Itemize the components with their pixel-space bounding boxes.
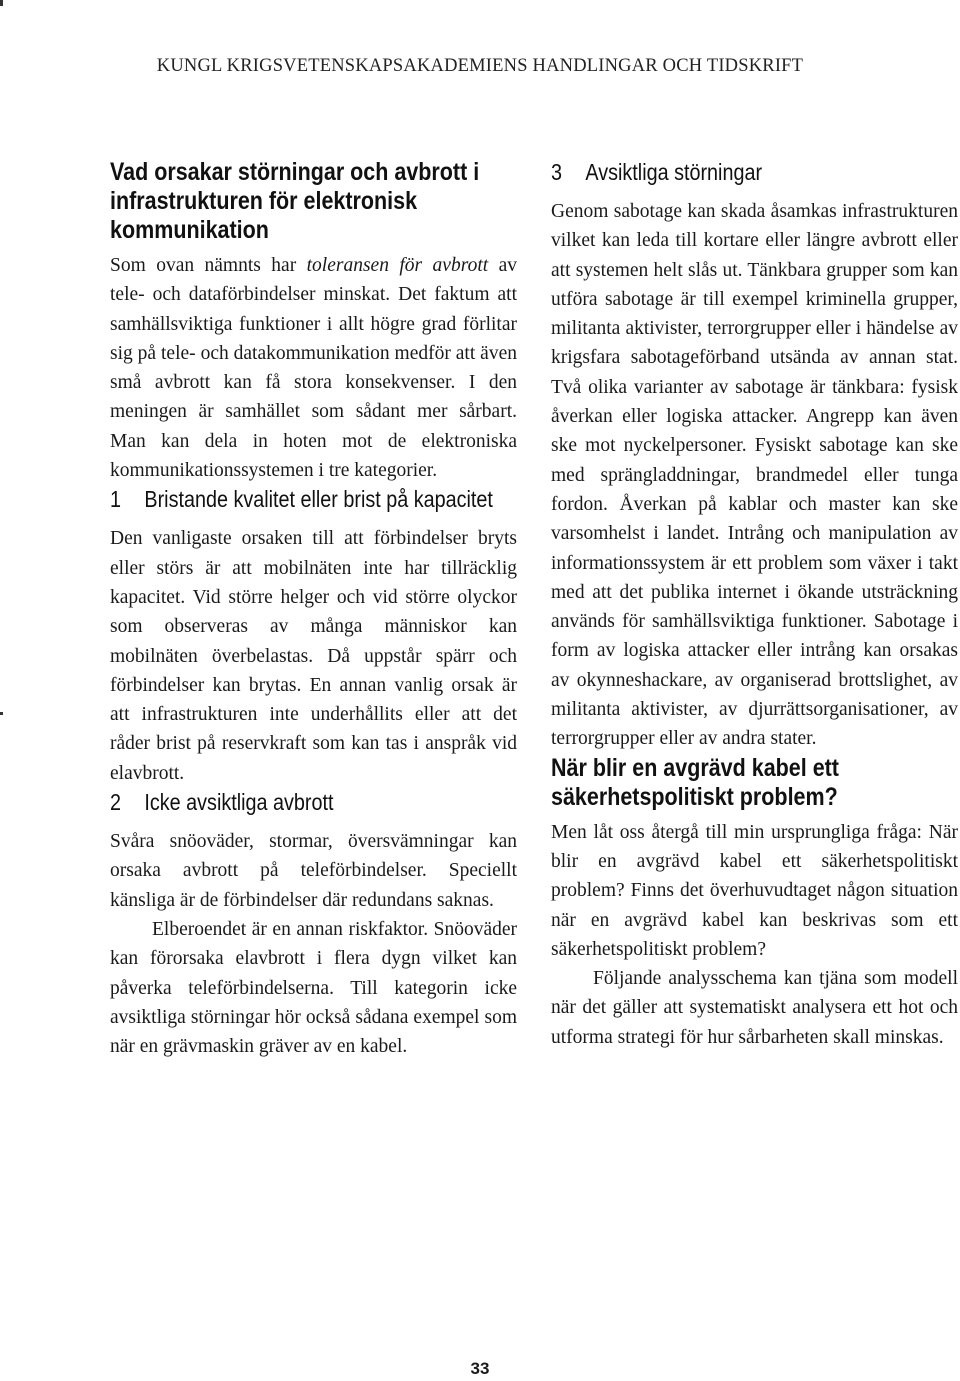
paragraph-question: Men låt oss återgå till min ursprungliga fråga: När blir en avgrävd kabel ett säkerhetspolitiskt problem? Finns det överhuvudtaget någon situation när en avgrävd kabel kan beskrivas som ett säkerhetspolitiskt problem? [551, 821, 958, 960]
intro-italic-term: toleransen för avbrott [306, 255, 489, 276]
left-column [110, 158, 517, 1061]
subheading-title: Avsiktliga störningar [585, 159, 763, 185]
paragraph-sabotage: Genom sabotage kan skada åsamkas infrastrukturen vilket kan leda till kortare eller längre avbrott eller att systemen helt slås ut. Tänkbara grupper som kan utföra sabotage är till exempel kriminella grupper, militanta aktivister, terrorgrupper eller i händelse av krigsfara sabotageförband utsända av annan stat. Två olika varianter av sabotage är tänkbara: fysisk åverkan eller logiska attacker. Angrepp kan även ske mot nyckelpersoner. Fysiskt sabotage kan ske med sprängladdningar, brandmedel eller tunga fordon. Åverkan på kablar och master kan ske varsomhelst i landet. Intrång och manipulation av informationssystem är ett problem som växer i takt med att det publika internet i ökande utsträckning används för samhällsviktiga funktioner. Sabotage i form av logiska attacker eller intrång kan orsakas av okynneshackare, av organiserad brottslighet, av militanta aktivister, av djurrättsorganisationer, av terrorgrupper eller av andra stater. [551, 201, 958, 750]
subheading-capacity [110, 485, 516, 514]
section-heading-security-policy: När blir en avgrävd kabel ett säkerhetspolitiskt problem? [551, 753, 839, 811]
subheading-number: 3 [551, 159, 563, 185]
subheading-number: 1 [110, 486, 122, 513]
subheading-intentional [551, 158, 957, 187]
intro-paragraph [110, 251, 517, 485]
margin-mark-mid [0, 712, 3, 715]
subheading-title: Icke avsiktliga avbrott [144, 789, 334, 816]
section-heading-causes: Vad orsakar störningar och avbrott i infrastrukturen för elektronisk kommunikation [110, 158, 480, 244]
subheading-unintentional [110, 788, 516, 817]
paragraph-capacity: Den vanligaste orsaken till att förbindelser bryts eller störs är att mobilnäten inte har tillräcklig kapacitet. Vid större helger och vid större olyckor som observeras av många människor kan mobilnäten överbelastas. Då uppstår spärr och förbindelser kan brytas. En annan vanlig orsak är att infrastrukturen inte underhållits eller att det råder brist på reservkraft som kan tas i anspråk vid elavbrott. [110, 528, 517, 784]
margin-mark-top [0, 0, 3, 6]
running-header: KUNGL KRIGSVETENSKAPSAKADEMIENS HANDLINGAR OCH TIDSKRIFT [156, 56, 804, 76]
intro-text-end: av tele- och dataförbindelser minskat. Det faktum att samhällsviktiga funktioner i allt högre grad förlitar sig på tele- och datakommunikation medför att även små avbrott kan få stora konsekvenser. I den meningen är samhället som sådant mer sårbart. Man kan dela in hoten mot de elektroniska kommunikationssystemen i tre kategorier. [110, 255, 518, 482]
paragraph-weather: Svåra snöoväder, stormar, översvämningar kan orsaka avbrott på teleförbindelser. Speciellt känsliga är de förbindelser där redundans saknas. [110, 831, 517, 911]
intro-text-start: Som ovan nämnts har [110, 255, 307, 276]
page-number: 33 [470, 1359, 490, 1378]
paragraph-power-dependency: Elberoendet är en annan riskfaktor. Snöoväder kan förorsaka elavbrott i flera dygn vilket kan påverka teleförbindelserna. Till kategorin icke avsiktliga störningar hör också sådana exempel som när en grävmaskin gräver av en kabel. [110, 918, 517, 1058]
right-column [551, 158, 958, 1052]
subheading-number: 2 [110, 789, 122, 816]
subheading-title: Bristande kvalitet eller brist på kapacitet [144, 486, 493, 513]
paragraph-analysis-model: Följande analysschema kan tjäna som modell när det gäller att systematiskt analysera ett hot och utforma strategi för hur sårbarheten skall minskas. [551, 968, 958, 1048]
